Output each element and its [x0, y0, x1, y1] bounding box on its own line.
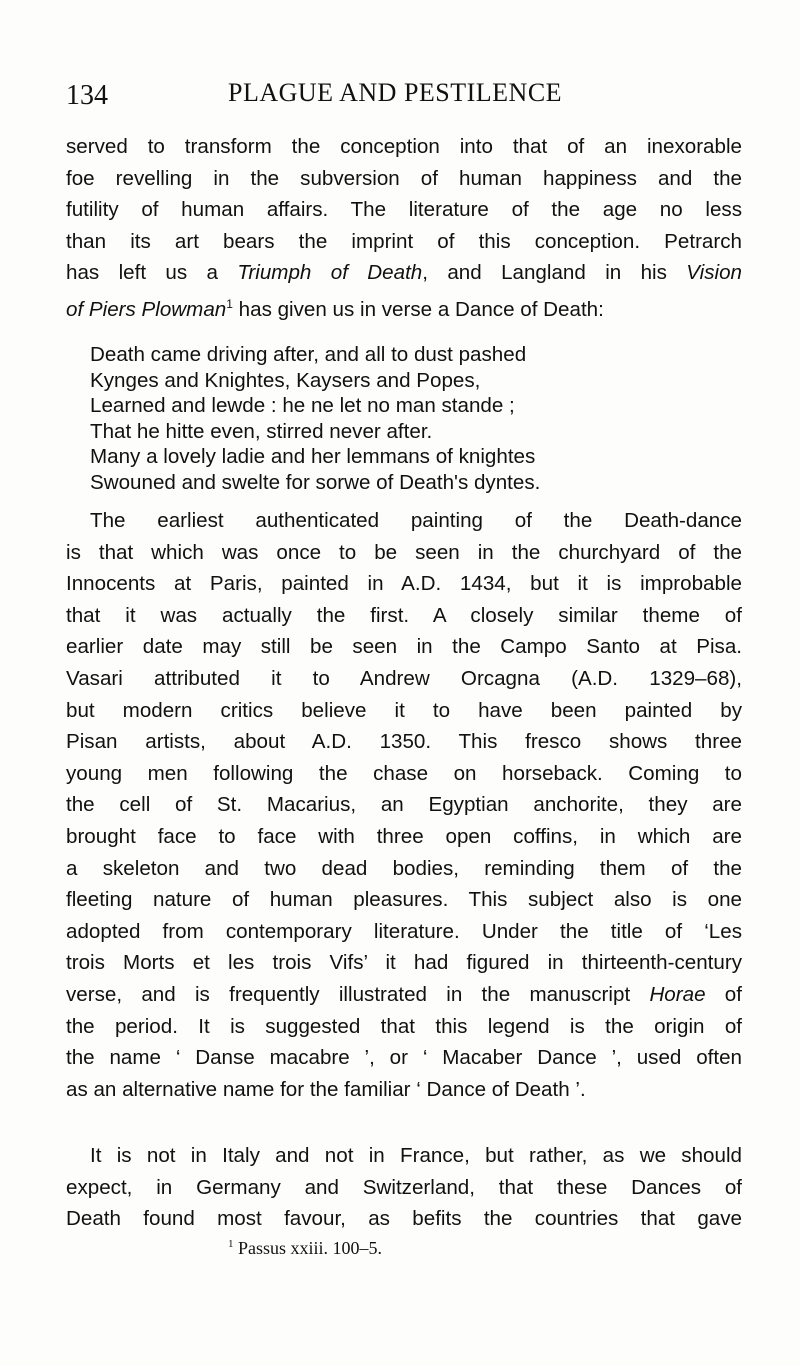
verse-line: Kynges and Knightes, Kaysers and Popes, [90, 368, 481, 392]
text-line: the name ‘ Danse macabre ’, or ‘ Macaber Dance ’, used often [66, 1046, 742, 1070]
footnote-text: Passus xxiii. 100–5. [238, 1238, 383, 1258]
text-line: a skeleton and two dead bodies, reminding them of the [66, 856, 742, 880]
text-line: brought face to face with three open coffins, in which are [66, 824, 742, 848]
verse-line: Many a lovely ladie and her lemmans of knightes [90, 445, 536, 469]
text-line: adopted from contemporary literature. Under the title of ‘Les [66, 919, 742, 943]
text-line: served to transform the conception into that of an inexorable [66, 135, 742, 158]
text-line: Death found most favour, as befits the countries that gave [66, 1207, 742, 1231]
text-line: verse, and is frequently illustrated in the manuscript Horae of [66, 982, 742, 1006]
footnote-marker: 1 [228, 1238, 234, 1250]
text-line: the period. It is suggested that this legend is the origin of [66, 1014, 742, 1038]
text-line: Vasari attributed it to Andrew Orcagna (A.D. 1329–68), [66, 666, 742, 690]
paragraph-3 [66, 1140, 742, 1235]
text-line: Innocents at Paris, painted in A.D. 1434, but it is improbable [66, 572, 742, 596]
text-line: than its art bears the imprint of this conception. Petrarch [66, 229, 742, 253]
running-head: PLAGUE AND PESTILENCE [228, 78, 563, 107]
page-number: 134 [66, 80, 108, 111]
verse-line: That he hitte even, stirred never after. [90, 419, 433, 443]
verse-line: Death came driving after, and all to dust pashed [90, 343, 527, 366]
text-line: It is not in Italy and not in France, but rather, as we should [90, 1144, 742, 1167]
text-line: Pisan artists, about A.D. 1350. This fresco shows three [66, 730, 742, 754]
text-line: fleeting nature of human pleasures. This subject also is one [66, 888, 742, 912]
text-line: The earliest authenticated painting of the Death-dance [90, 509, 742, 532]
text-line: has left us a Triumph of Death, and Langland in his Vision [66, 261, 743, 285]
text-line: as an alternative name for the familiar ‘ Dance of Death ’. [66, 1077, 586, 1101]
text-line: trois Morts et les trois Vifs’ it had figured in thirteenth-century [66, 951, 742, 975]
footnote [228, 1238, 382, 1259]
text-line: of Piers Plowman$^1$ has given us in verse a Dance of Death: [66, 296, 604, 321]
verse-line: Learned and lewde : he ne let no man stande ; [90, 394, 515, 418]
text-line: the cell of St. Macarius, an Egyptian anchorite, they are [66, 793, 742, 817]
text-line: futility of human affairs. The literature of the age no less [66, 198, 742, 222]
text-line: expect, in Germany and Switzerland, that these Dances of [66, 1175, 742, 1199]
text-line: foe revelling in the subversion of human happiness and the [66, 166, 742, 190]
verse-line: Swouned and swelte for sorwe of Death's dyntes. [90, 470, 541, 494]
text-line: young men following the chase on horseback. Coming to [66, 761, 742, 785]
text-line: that it was actually the first. A closely similar theme of [66, 603, 742, 627]
page-header [66, 74, 742, 114]
text-line: earlier date may still be seen in the Campo Santo at Pisa. [66, 635, 742, 659]
verse-quotation [90, 342, 710, 496]
text-line: is that which was once to be seen in the churchyard of the [66, 540, 742, 564]
paragraph-1 [66, 131, 742, 325]
paragraph-2 [66, 505, 742, 1105]
text-line: but modern critics believe it to have been painted by [66, 698, 742, 722]
